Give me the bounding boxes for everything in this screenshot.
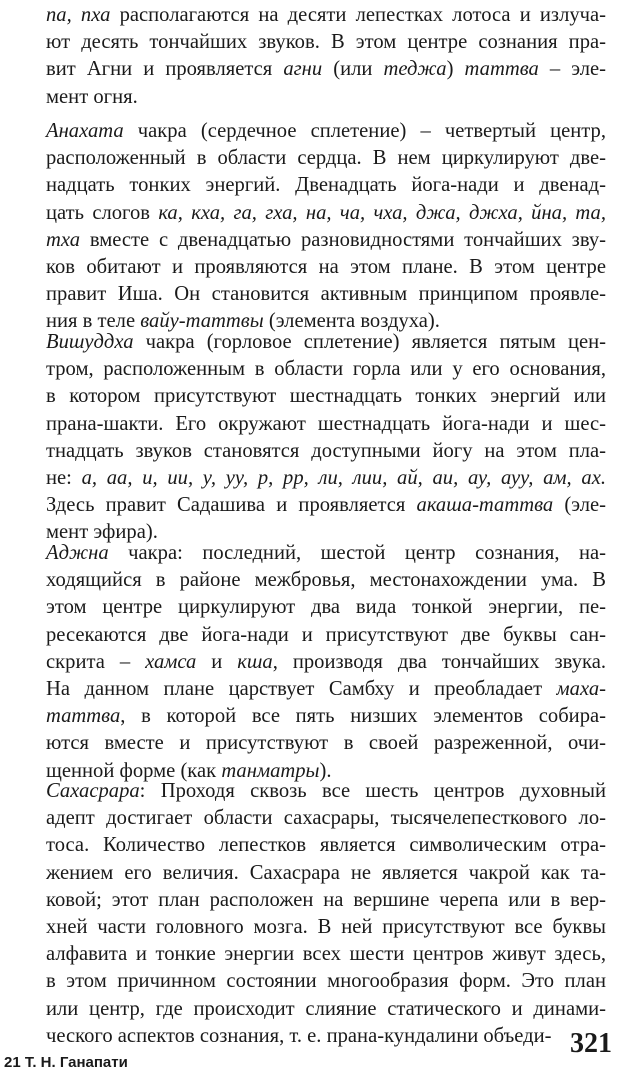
text-line [46, 676, 606, 703]
text-line [46, 778, 606, 805]
text-run: располагаются на десяти лепестках лотоса и излуча- [110, 4, 606, 26]
text-run: в этом причинном состоянии многообразия форм. Это план [46, 970, 606, 993]
text-run: этом центре циркулируют два вида тонкой энергии, пе- [46, 596, 606, 619]
text-run: ков обитают и проявляются на этом плане. В этом центре [46, 255, 606, 278]
text-line [46, 996, 606, 1023]
signature-mark: 21 Т. Н. Ганапати [4, 1054, 128, 1071]
text-line [46, 2, 606, 29]
text-run: хней части головного мозга. В ней присутствуют все буквы [46, 915, 606, 938]
text-run: ния в теле [46, 310, 141, 333]
text-line [46, 805, 606, 832]
text-line [46, 383, 606, 410]
text-run: алфавита и тонкие энергии всех шести центров живут здесь, [46, 943, 606, 966]
text-line [46, 56, 606, 83]
text-run: адепт достигает области сахасрары, тысячелепесткового ло- [46, 807, 606, 830]
italic-term: Аджна [46, 542, 109, 564]
text-run: , производя два тончайших звука. [272, 650, 606, 673]
text-run: чакра (сердечное сплетение) – четвертый центр, [123, 120, 606, 142]
text-run: ходящийся в районе межбровья, местонахождении ума. В [46, 569, 606, 592]
text-line [46, 594, 606, 621]
text-run: тнадцать звуков становятся доступными йогу на этом пла- [46, 439, 606, 462]
text-line [46, 649, 606, 676]
text-run: вместе с двенадцатью разновидностями тончайших зву- [80, 228, 606, 251]
text-run: ковой; этот план расположен на вершине черепа или в вер- [46, 888, 606, 911]
text-run: и [196, 650, 238, 673]
text-line [46, 567, 606, 594]
text-line [46, 465, 606, 492]
text-run: не: [46, 466, 82, 489]
text-line [46, 118, 606, 145]
text-run: тоса. Количество лепестков является символическим отра- [46, 834, 606, 857]
text-run: Здесь правит Садашива и проявляется [46, 494, 417, 517]
text-run: жением его величия. Сахасрара не является чакрой как та- [46, 861, 606, 884]
italic-term: маха- [556, 677, 606, 700]
text-run: цать слогов [46, 201, 159, 224]
italic-term: ка, кха, га, гха, на, ча, чха, джа, джха, йна, та, [158, 201, 606, 224]
text-run: надцать тонких энергий. Двенадцать йога-нади и двенад- [46, 174, 606, 197]
text-run: ). [319, 759, 332, 782]
page-footer [0, 1028, 620, 1078]
text-line [46, 227, 606, 254]
text-run: На данном плане царствует Самбху и преобладает [46, 677, 557, 700]
text-line [46, 492, 606, 519]
text-run: прана-шакти. Его окружают шестнадцать йога-нади и шес- [46, 412, 606, 435]
text-line [46, 540, 606, 567]
text-run: чакра: последний, шестой центр сознания, на- [108, 542, 606, 564]
text-run: вит Агни и проявляется [46, 58, 284, 81]
text-line [46, 860, 606, 887]
text-line [46, 968, 606, 995]
text-line [46, 29, 606, 56]
text-run: : Проходя сквозь все шесть центров духовный [139, 780, 606, 802]
italic-term: Сахасрара [46, 780, 140, 802]
text-run: или центр, где происходит слияние статического и динами- [46, 997, 606, 1020]
text-line [46, 411, 606, 438]
text-line [46, 329, 606, 356]
paragraph-sahasrara [46, 778, 606, 1050]
text-run: , в которой все пять низших элементов собира- [120, 705, 606, 728]
text-line [46, 832, 606, 859]
italic-term: Вишуддха [46, 331, 134, 353]
text-line [46, 887, 606, 914]
italic-term: акаша-таттва [416, 494, 554, 517]
text-run: ческого аспектов сознания, т. е. прана-кундалини объеди- [46, 1024, 552, 1047]
text-line [46, 254, 606, 281]
text-line [46, 730, 606, 757]
italic-term: теджа [383, 58, 447, 81]
italic-term: агни [283, 58, 323, 81]
text-run: мент эфира). [46, 521, 158, 544]
text-line [46, 703, 606, 730]
paragraph-ajna [46, 540, 606, 785]
text-run: ются вместе и присутствуют в своей разреженной, очи- [46, 732, 606, 755]
page-number: 321 [570, 1028, 612, 1059]
text-line [46, 622, 606, 649]
text-line [46, 200, 606, 227]
text-run: – эле- [538, 58, 606, 81]
text-run: щенной форме (как [46, 759, 222, 782]
text-line [46, 145, 606, 172]
paragraph-anahata [46, 118, 606, 336]
paragraph-vishuddha [46, 329, 606, 547]
text-line [46, 172, 606, 199]
text-line [46, 356, 606, 383]
text-line [46, 438, 606, 465]
text-run: (или [322, 58, 384, 81]
italic-term: таттва [46, 705, 121, 728]
text-run: мент огня. [46, 85, 138, 108]
text-line [46, 281, 606, 308]
italic-term: кша [237, 650, 273, 673]
italic-term: а, аа, и, ии, у, уу, р, рр, ли, лии, ай, аи, ау, ауу, ам, ах. [81, 466, 606, 489]
italic-term: Анахата [46, 120, 124, 142]
text-run: ют десять тончайших звуков. В этом центре сознания пра- [46, 31, 606, 54]
text-run: скрита – [46, 650, 146, 673]
text-run: правит Иша. Он становится активным принципом проявле- [46, 283, 606, 306]
italic-term: па, пха [46, 4, 111, 26]
italic-term: таттва [464, 58, 539, 81]
italic-term: тха [46, 228, 81, 251]
italic-term: вайу-таттвы [140, 310, 264, 333]
text-run: тром, расположенным в области горла или у его основания, [46, 358, 606, 381]
italic-term: танматры [221, 759, 320, 782]
text-run: в котором присутствуют шестнадцать тонких энергий или [46, 385, 606, 408]
text-run: расположенный в области сердца. В нем циркулируют две- [46, 147, 606, 170]
paragraph-agni-end [46, 2, 606, 111]
text-run: чакра (горловое сплетение) является пятым цен- [133, 331, 606, 353]
text-line [46, 941, 606, 968]
text-run: ресекаются две йога-нади и присутствуют две буквы сан- [46, 623, 606, 646]
text-line [46, 84, 606, 111]
text-run: (эле- [553, 494, 606, 517]
text-run: (элемента воздуха). [263, 310, 440, 333]
text-run: ) [446, 58, 465, 81]
text-line [46, 914, 606, 941]
italic-term: хамса [145, 650, 197, 673]
